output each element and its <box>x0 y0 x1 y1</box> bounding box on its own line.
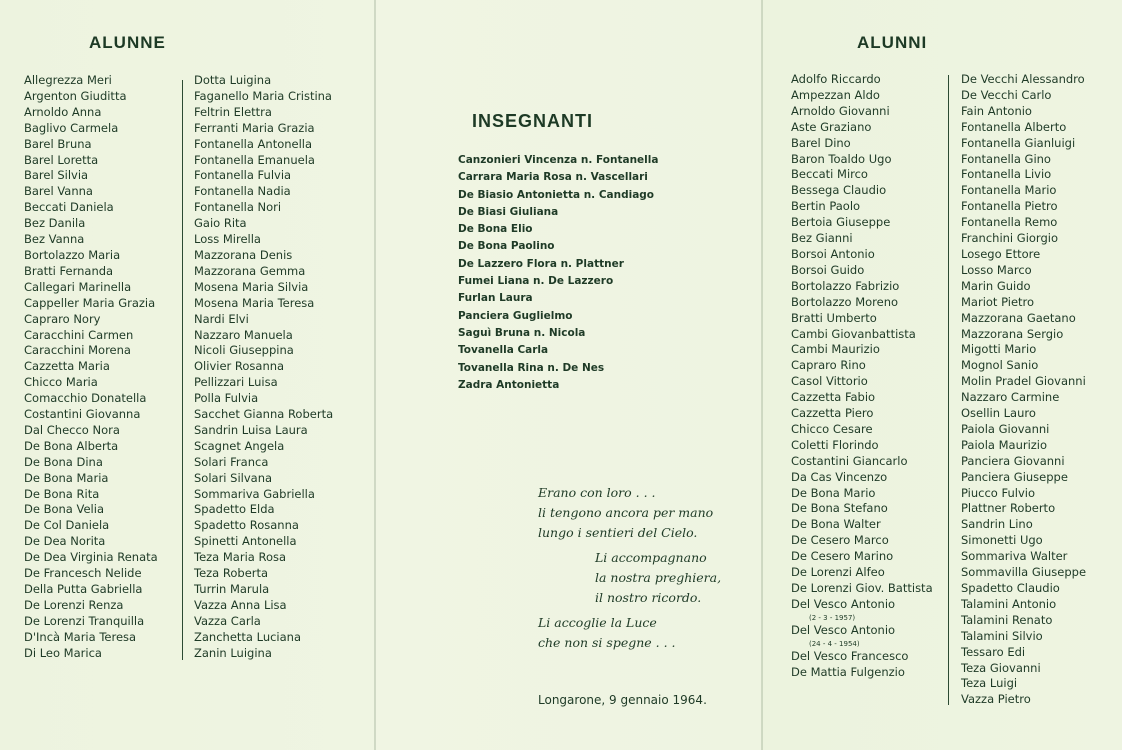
name-entry: Borsoi Antonio <box>791 246 875 261</box>
alunne-list-col2 <box>194 73 333 662</box>
name-entry: Talamini Renato <box>961 612 1053 627</box>
name-entry: De Cesero Marino <box>791 549 894 564</box>
name-entry: Solari Franca <box>194 454 269 469</box>
name-entry: De Bona Elio <box>458 223 533 236</box>
name-entry: De Bona Maria <box>24 470 109 485</box>
fold-line-right <box>761 0 763 750</box>
name-entry: Fain Antonio <box>961 103 1032 118</box>
name-entry: Fontanella Pietro <box>961 199 1058 214</box>
name-entry: Teza Giovanni <box>961 660 1041 675</box>
name-entry: Barel Bruna <box>24 136 92 151</box>
name-entry: De Dea Norita <box>24 534 106 549</box>
name-entry: Coletti Florindo <box>791 437 879 452</box>
name-entry: Capraro Nory <box>24 311 101 326</box>
name-entry: De Biasi Giuliana <box>458 205 559 218</box>
name-entry: Solari Silvana <box>194 470 273 485</box>
name-entry: Vazza Pietro <box>961 692 1031 707</box>
name-entry: Bez Danila <box>24 216 86 231</box>
name-entry: Chicco Maria <box>24 375 98 390</box>
poem-line: la nostra preghiera, <box>595 570 722 585</box>
name-entry: Cazzetta Fabio <box>791 390 876 405</box>
name-entry: Vazza Carla <box>194 613 261 628</box>
name-entry: Bortolazzo Moreno <box>791 294 899 309</box>
name-entry: Migotti Mario <box>961 342 1037 357</box>
name-entry: Pellizzari Luisa <box>194 375 278 390</box>
name-entry: Plattner Roberto <box>961 501 1056 516</box>
poem-line: Erano con loro . . . <box>538 485 656 500</box>
name-entry: Tovanella Rina n. De Nes <box>458 361 605 374</box>
name-entry: Mariot Pietro <box>961 294 1035 309</box>
name-entry: De Bona Alberta <box>24 438 119 453</box>
name-entry <box>791 623 946 649</box>
name-entry: Talamini Silvio <box>961 628 1043 643</box>
name-entry: Tovanella Carla <box>458 344 549 357</box>
name-entry: Fontanella Livio <box>961 167 1052 182</box>
name-entry: Mazzorana Gemma <box>194 263 306 278</box>
poem-line: il nostro ricordo. <box>595 590 702 605</box>
name-text: De Mattia Fulgenzio <box>791 664 905 679</box>
poem-stanza-3 <box>538 613 676 653</box>
name-entry: Arnoldo Giovanni <box>791 103 890 118</box>
name-entry: Barel Dino <box>791 135 851 150</box>
name-entry: Fontanella Mario <box>961 183 1057 198</box>
poem-line: lungo i sentieri del Cielo. <box>538 525 698 540</box>
name-entry: Spinetti Antonella <box>194 534 297 549</box>
name-entry: Barel Vanna <box>24 184 93 199</box>
name-entry: Sommariva Gabriella <box>194 486 315 501</box>
alunne-list-col1 <box>24 73 158 662</box>
alunni-list-col2 <box>961 72 1086 708</box>
name-entry: Spadetto Elda <box>194 502 275 517</box>
name-entry: Molin Pradel Giovanni <box>961 374 1086 389</box>
insegnanti-heading: INSEGNANTI <box>472 111 594 131</box>
name-entry: Beccati Mirco <box>791 167 868 182</box>
name-entry: Fumei Liana n. De Lazzero <box>458 275 614 288</box>
name-entry: Loss Mirella <box>194 232 261 247</box>
poem-stanza-1 <box>538 483 713 543</box>
name-entry: Da Cas Vincenzo <box>791 469 888 484</box>
name-entry: Bratti Fernanda <box>24 263 114 278</box>
name-entry: Capraro Rino <box>791 358 866 373</box>
name-entry: Sandrin Luisa Laura <box>194 422 308 437</box>
birth-date: (2 - 3 - 1957) <box>809 613 856 622</box>
name-entry: Mognol Sanio <box>961 358 1039 373</box>
name-entry: Mosena Maria Teresa <box>194 295 315 310</box>
name-entry: Aste Graziano <box>791 119 872 134</box>
name-entry: Mazzorana Denis <box>194 247 293 262</box>
name-entry: Marin Guido <box>961 278 1031 293</box>
name-entry: Borsoi Guido <box>791 262 865 277</box>
name-entry: D'Incà Maria Teresa <box>24 629 137 644</box>
name-entry: De Dea Virginia Renata <box>24 550 158 565</box>
name-entry: Dotta Luigina <box>194 73 272 87</box>
name-entry: Teza Maria Rosa <box>194 550 287 565</box>
name-entry: Caracchini Morena <box>24 343 131 358</box>
name-entry: De Bona Dina <box>24 454 103 469</box>
name-entry: De Bona Stefano <box>791 501 888 516</box>
insegnanti-list <box>458 152 658 394</box>
name-entry: Paiola Giovanni <box>961 421 1050 436</box>
poem-line: Li accoglie la Luce <box>538 615 657 630</box>
name-entry: Canzonieri Vincenza n. Fontanella <box>458 154 659 166</box>
name-entry: Nazzaro Manuela <box>194 327 293 342</box>
name-entry: Faganello Maria Cristina <box>194 88 332 103</box>
name-entry: Ferranti Maria Grazia <box>194 120 315 135</box>
name-entry: Piucco Fulvio <box>961 485 1036 500</box>
name-entry: Cambi Maurizio <box>791 342 880 357</box>
name-entry: Bertin Paolo <box>791 199 861 214</box>
name-entry: Nazzaro Carmine <box>961 390 1060 405</box>
name-entry: Bertoia Giuseppe <box>791 215 891 230</box>
name-entry: Casol Vittorio <box>791 374 868 389</box>
name-entry: Fontanella Nori <box>194 200 282 215</box>
name-entry: Arnoldo Anna <box>24 104 102 119</box>
name-entry: Dal Checco Nora <box>24 422 120 437</box>
name-entry: Fontanella Gino <box>961 151 1051 166</box>
alunni-heading: ALUNNI <box>857 33 928 52</box>
name-entry: Fontanella Antonella <box>194 136 313 151</box>
poem-line: Li accompagnano <box>595 550 707 565</box>
name-entry: Zanin Luigina <box>194 645 272 660</box>
name-entry: Panciera Giuseppe <box>961 469 1068 484</box>
name-entry: De Francesch Nelide <box>24 566 142 581</box>
name-entry: Paiola Maurizio <box>961 437 1048 452</box>
name-entry: Fontanella Emanuela <box>194 152 315 167</box>
name-entry: De Biasio Antonietta n. Candiago <box>458 188 655 201</box>
birth-date: (24 - 4 - 1954) <box>809 639 860 648</box>
name-entry <box>791 597 946 623</box>
name-entry: Zanchetta Luciana <box>194 629 302 644</box>
date-line: Longarone, 9 gennaio 1964. <box>538 693 707 707</box>
name-entry: Allegrezza Meri <box>24 73 112 87</box>
name-entry: Sommariva Walter <box>961 549 1068 564</box>
name-entry: Saguì Bruna n. Nicola <box>458 326 586 339</box>
name-entry: Franchini Giorgio <box>961 231 1058 246</box>
name-entry: Furlan Laura <box>458 292 533 305</box>
name-entry: Della Putta Gabriella <box>24 582 143 596</box>
name-entry: Osellin Lauro <box>961 406 1036 421</box>
name-entry: De Bona Paolino <box>458 240 555 253</box>
name-entry: De Lorenzi Tranquilla <box>24 613 145 628</box>
name-entry: Beccati Daniela <box>24 200 114 215</box>
name-entry: Teza Luigi <box>961 676 1018 691</box>
name-entry: Talamini Antonio <box>961 596 1057 611</box>
name-entry: Losso Marco <box>961 262 1032 277</box>
name-entry: Bez Gianni <box>791 231 853 246</box>
name-entry: Mazzorana Gaetano <box>961 310 1076 325</box>
name-entry: Argenton Giuditta <box>24 88 127 103</box>
poem-line: li tengono ancora per mano <box>538 505 714 520</box>
name-entry: Spadetto Claudio <box>961 581 1060 595</box>
name-entry: De Lorenzi Alfeo <box>791 565 885 580</box>
name-entry: Simonetti Ugo <box>961 533 1043 548</box>
name-entry: Losego Ettore <box>961 246 1041 261</box>
name-entry: Olivier Rosanna <box>194 359 285 374</box>
alunne-divider <box>182 80 183 660</box>
name-entry: De Col Daniela <box>24 518 110 533</box>
name-entry: Gaio Rita <box>194 216 247 231</box>
name-entry: Costantini Giovanna <box>24 407 141 422</box>
name-entry: Panciera Giovanni <box>961 453 1065 468</box>
name-entry: Chicco Cesare <box>791 421 873 436</box>
name-entry: Bez Vanna <box>24 232 85 247</box>
name-entry: Fontanella Fulvia <box>194 168 292 183</box>
name-entry: Mosena Maria Silvia <box>194 279 309 294</box>
name-entry: Cambi Giovanbattista <box>791 326 916 341</box>
name-entry: Sacchet Gianna Roberta <box>194 407 334 422</box>
name-entry: Mazzorana Sergio <box>961 326 1064 341</box>
name-entry: Fontanella Alberto <box>961 119 1067 134</box>
name-entry: Spadetto Rosanna <box>194 518 299 533</box>
name-entry: De Bona Mario <box>791 485 876 500</box>
name-entry: Fontanella Gianluigi <box>961 135 1076 150</box>
name-entry: Nardi Elvi <box>194 311 249 326</box>
alunni-divider <box>948 75 949 705</box>
name-entry: Cazzetta Maria <box>24 359 110 374</box>
poem-line: che non si spegne . . . <box>538 635 676 650</box>
name-entry: Vazza Anna Lisa <box>194 597 287 612</box>
poem-stanza-2 <box>595 548 721 608</box>
name-entry: De Vecchi Alessandro <box>961 72 1085 86</box>
name-entry: Barel Loretta <box>24 152 99 167</box>
name-entry: Turrin Marula <box>194 582 270 596</box>
name-entry: De Lorenzi Giov. Battista <box>791 581 933 595</box>
name-entry: Caracchini Carmen <box>24 327 134 342</box>
name-text: Del Vesco Francesco <box>791 648 909 663</box>
name-entry: Cazzetta Piero <box>791 406 874 421</box>
alunne-heading: ALUNNE <box>89 33 166 52</box>
name-entry: Nicoli Giuseppina <box>194 343 294 358</box>
name-entry: Barel Silvia <box>24 168 89 183</box>
name-entry: Carrara Maria Rosa n. Vascellari <box>458 171 648 184</box>
name-entry: Sommavilla Giuseppe <box>961 565 1087 580</box>
name-entry: Ampezzan Aldo <box>791 87 880 102</box>
name-entry: Comacchio Donatella <box>24 391 147 406</box>
name-entry: De Bona Walter <box>791 517 881 532</box>
name-entry: De Vecchi Carlo <box>961 87 1052 102</box>
name-entry: Bratti Umberto <box>791 310 877 325</box>
name-entry: Feltrin Elettra <box>194 104 272 119</box>
name-entry: Tessaro Edi <box>961 644 1026 659</box>
name-entry: Zadra Antonietta <box>458 378 560 391</box>
name-entry: Di Leo Marica <box>24 645 102 660</box>
name-entry: De Bona Rita <box>24 486 100 501</box>
name-entry: Baglivo Carmela <box>24 120 119 135</box>
name-entry: De Bona Velia <box>24 502 104 517</box>
name-entry: Scagnet Angela <box>194 438 285 453</box>
name-entry: Fontanella Remo <box>961 215 1058 230</box>
name-entry <box>791 665 946 681</box>
name-entry: Fontanella Nadia <box>194 184 291 199</box>
name-entry: Baron Toaldo Ugo <box>791 151 892 166</box>
name-entry: Polla Fulvia <box>194 391 259 406</box>
name-entry: Cappeller Maria Grazia <box>24 295 156 310</box>
name-entry: Bessega Claudio <box>791 183 887 198</box>
alunni-list-col1 <box>791 72 946 681</box>
name-entry <box>791 649 946 665</box>
name-text: Del Vesco Antonio <box>791 622 896 637</box>
name-entry: Bortolazzo Fabrizio <box>791 278 900 293</box>
name-entry: Teza Roberta <box>194 566 269 581</box>
fold-line-left <box>374 0 376 750</box>
name-entry: De Cesero Marco <box>791 533 889 548</box>
name-entry: Adolfo Riccardo <box>791 72 881 86</box>
name-entry: Sandrin Lino <box>961 517 1033 532</box>
name-entry: Bortolazzo Maria <box>24 247 121 262</box>
name-entry: Panciera Guglielmo <box>458 309 573 322</box>
name-entry: Callegari Marinella <box>24 279 132 294</box>
name-entry: Costantini Giancarlo <box>791 453 908 468</box>
name-text: Del Vesco Antonio <box>791 596 896 611</box>
name-entry: De Lazzero Flora n. Plattner <box>458 257 624 270</box>
name-entry: De Lorenzi Renza <box>24 597 124 612</box>
